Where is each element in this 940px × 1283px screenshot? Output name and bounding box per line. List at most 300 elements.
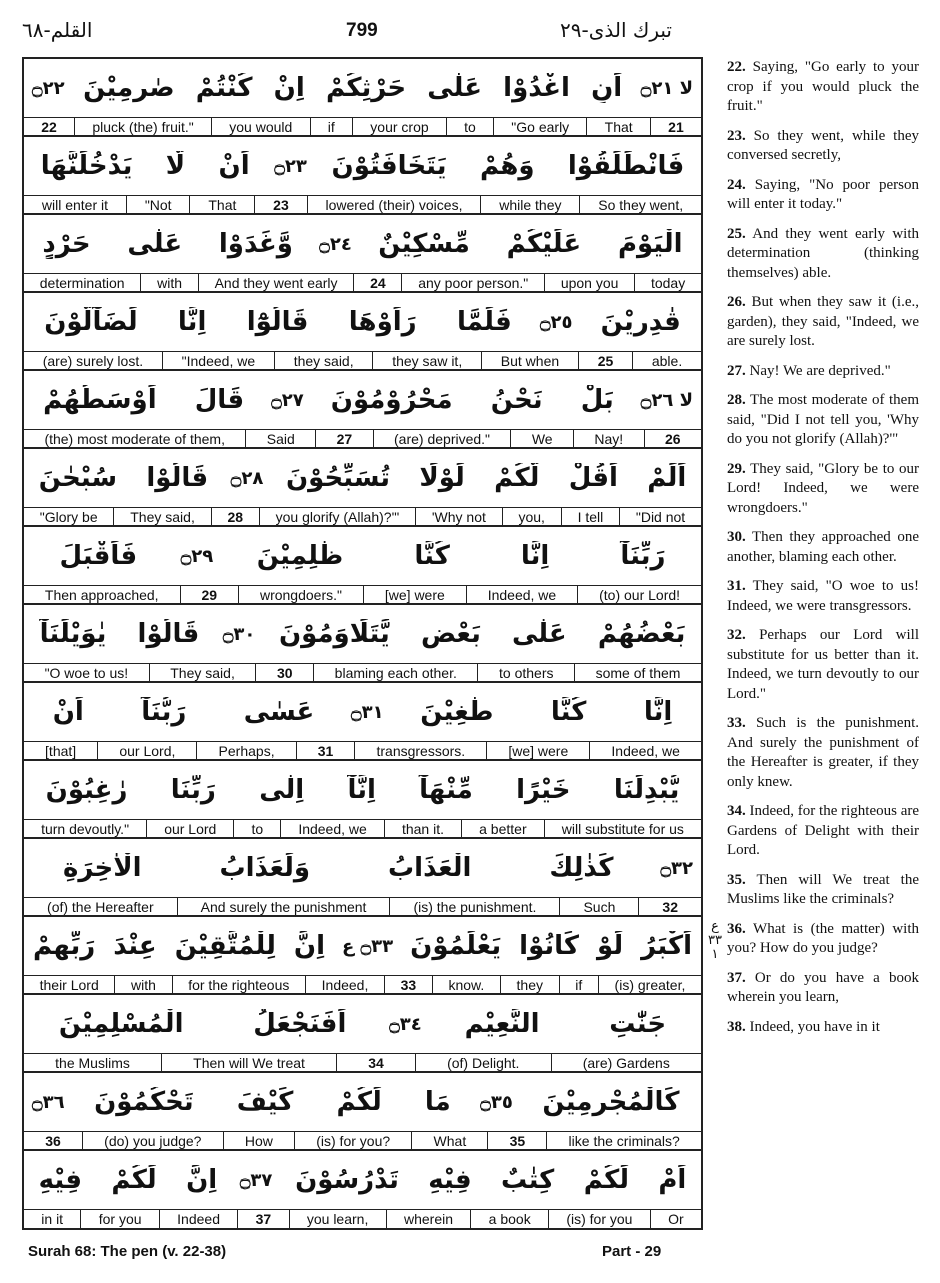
gloss-cell: will substitute for us <box>544 820 701 838</box>
arabic-word: تَحْكُمُوْنَ <box>94 1087 194 1117</box>
gloss-cell: will enter it <box>41 197 109 213</box>
gloss-cell: for the righteous <box>172 976 305 994</box>
verse-end-marker: ۝٣٢ <box>660 857 693 879</box>
gloss-cell: with <box>114 976 171 994</box>
translation-item <box>727 391 919 450</box>
arabic-word: وَهُمْ <box>479 151 535 181</box>
gloss-cell: That <box>586 118 650 136</box>
gloss-cell: Indeed, we <box>280 820 384 838</box>
gloss-cell: Indeed, <box>305 976 384 994</box>
arabic-word: قَالَ <box>194 385 245 415</box>
verse-row <box>24 683 701 761</box>
verse-end-marker: ۝٣١ <box>351 701 384 723</box>
arabic-word: مِّنْهَآ <box>419 775 473 805</box>
verse-end-marker: ۝٢٢ <box>32 77 65 99</box>
header-juz-arabic: تبرك الذى-٢٩ <box>560 18 672 42</box>
arabic-word: عَلٰى <box>427 73 482 103</box>
arabic-word: كَانُوْا <box>519 931 580 961</box>
arabic-word: عِنْدَ <box>113 931 157 961</box>
translation-verse-number: 32. <box>727 627 746 643</box>
verse-row <box>24 527 701 605</box>
gloss-cell: our Lord, <box>97 742 196 760</box>
arabic-word: كُنَّا <box>550 697 587 727</box>
verse-row <box>24 215 701 293</box>
gloss-cell: We <box>510 430 573 448</box>
translation-text: Indeed, you have in it <box>749 1018 880 1035</box>
translation-item <box>727 969 919 1008</box>
verse-row <box>24 605 701 683</box>
arabic-word: نَحْنُ <box>490 385 543 415</box>
arabic-word: لَّا <box>165 151 186 181</box>
gloss-cell: Indeed <box>159 1210 237 1228</box>
arabic-word: اِنَّا <box>643 697 673 727</box>
arabic-word: فَلَمَّا <box>456 307 512 337</box>
arabic-word: اَكْبَرُ <box>641 931 692 961</box>
verse-end-marker: ۝٣٣ ع <box>342 935 394 957</box>
arabic-word: كَالْمُجْرِمِيْنَ <box>542 1087 680 1117</box>
translation-text: Such is the punishment. And surely the punishment of the Hereafter is greater, if they only knew. <box>727 715 920 790</box>
verse-end-marker: ۝٢٨ <box>230 467 264 489</box>
gloss-cell: Then will We treat <box>161 1054 336 1072</box>
gloss-cell: That <box>189 196 254 214</box>
arabic-word: اِنَّا <box>177 307 207 337</box>
gloss-cell: And they went early <box>198 274 354 292</box>
gloss-cell: (do) you judge? <box>82 1132 223 1150</box>
arabic-word: يٰوَيْلَنَآ <box>39 619 107 649</box>
verse-end-marker: ۝٣٤ <box>389 1013 422 1035</box>
translation-column <box>727 58 919 1047</box>
translation-verse-number: 35. <box>727 871 746 888</box>
arabic-word: اِنَّآ <box>347 775 376 805</box>
arabic-word: لَكُمْ <box>583 1165 629 1195</box>
verse-end-marker: ۝٢٣ <box>274 155 307 177</box>
arabic-word: اَنْ <box>218 151 250 181</box>
translation-verse-number: 34. <box>727 803 746 819</box>
gloss-cell: they saw it, <box>372 352 481 370</box>
page-number: 799 <box>346 20 378 41</box>
arabic-word: فَانْطَلَقُوْا <box>567 151 685 181</box>
word-by-word-grid <box>22 57 703 1230</box>
gloss-line <box>24 819 701 838</box>
translation-verse-number: 26. <box>727 294 746 310</box>
arabic-word: عَلٰى <box>512 619 567 649</box>
arabic-word: وَّغَدَوْا <box>218 229 293 259</box>
arabic-word: رَبِّنَا <box>170 775 216 805</box>
ruku-marker: ع ٣٣ ١ <box>708 919 722 962</box>
gloss-verse-number: 34 <box>336 1054 415 1072</box>
translation-item <box>727 714 919 792</box>
arabic-word: خَيْرًا <box>516 775 571 805</box>
gloss-line <box>24 117 701 136</box>
gloss-cell: than it. <box>384 820 461 838</box>
arabic-line <box>24 293 701 351</box>
arabic-line <box>24 59 701 117</box>
gloss-cell: to others <box>477 664 574 682</box>
arabic-line <box>24 1073 701 1131</box>
gloss-cell: if <box>559 976 598 994</box>
arabic-word: اِنَّا <box>520 541 550 571</box>
translation-text: Saying, "No poor person will enter it today." <box>727 176 920 212</box>
translation-verse-number: 31. <box>727 578 746 594</box>
gloss-line <box>24 1209 701 1228</box>
translation-text: So they went, while they conversed secretly, <box>727 127 919 163</box>
gloss-cell: any poor person." <box>401 274 544 292</box>
verse-end-marker: ۝٣٠ <box>222 623 256 645</box>
gloss-cell: "Did not <box>619 508 701 526</box>
gloss-cell: while they <box>480 196 579 214</box>
arabic-word: اِنَّ <box>293 931 326 961</box>
gloss-cell: (the) most moderate of them, <box>44 431 225 447</box>
arabic-word: اِنَّ <box>186 1165 218 1195</box>
gloss-cell: [we] were <box>486 742 589 760</box>
arabic-word: اَنِ <box>591 73 623 103</box>
translation-text: What is (the matter) with you? How do you judge? <box>727 920 919 956</box>
arabic-line <box>24 449 701 507</box>
translation-text: They said, "O woe to us! Indeed, we were transgressors. <box>727 578 919 614</box>
gloss-cell: (are) surely lost. <box>42 353 144 369</box>
arabic-line <box>24 137 701 195</box>
gloss-cell: pluck (the) fruit." <box>74 118 211 136</box>
gloss-cell: How <box>223 1132 294 1150</box>
arabic-word: سُبْحٰنَ <box>38 463 118 493</box>
translation-text: Perhaps our Lord will substitute for us better than it. Indeed, we turn devoutly to our Lord." <box>727 627 920 702</box>
gloss-cell: able. <box>632 352 701 370</box>
verse-row <box>24 59 701 137</box>
translation-verse-number: 23. <box>727 127 746 144</box>
gloss-cell: "Not <box>126 196 190 214</box>
translation-text: Then will We treat the Muslims like the criminals? <box>727 871 919 907</box>
gloss-cell: a book <box>470 1210 548 1228</box>
gloss-cell: if <box>310 118 352 136</box>
gloss-cell: in it <box>41 1211 64 1227</box>
gloss-verse-number: 22 <box>41 119 57 135</box>
gloss-line <box>24 585 701 604</box>
translation-item <box>727 225 919 284</box>
gloss-cell: (are) deprived." <box>373 430 511 448</box>
arabic-line <box>24 917 701 975</box>
verse-row <box>24 1073 701 1151</box>
gloss-cell: today <box>634 274 701 292</box>
gloss-cell: Indeed, we <box>589 742 701 760</box>
gloss-line <box>24 273 701 292</box>
translation-item <box>727 871 919 910</box>
translation-text: Or do you have a book wherein you learn, <box>727 969 919 1005</box>
gloss-cell: with <box>140 274 197 292</box>
verse-row <box>24 995 701 1073</box>
arabic-word: اِنْ <box>273 73 305 103</box>
arabic-word: يَّتَلَاوَمُوْنَ <box>278 619 390 649</box>
arabic-word: بَعْضٍ <box>420 619 481 649</box>
gloss-cell: to <box>233 820 280 838</box>
arabic-word: كُنَّا <box>414 541 450 571</box>
gloss-verse-number: 30 <box>255 664 313 682</box>
arabic-word: فَاَقْبَلَ <box>59 541 138 571</box>
gloss-line <box>24 351 701 370</box>
arabic-word: حَرْدٍ <box>42 229 91 259</box>
verse-end-marker: ۝٣٥ <box>480 1091 513 1113</box>
arabic-word: صٰرِمِيْنَ <box>83 73 175 103</box>
gloss-cell: you glorify (Allah)?'" <box>259 508 415 526</box>
arabic-word: وَلَعَذَابُ <box>219 853 311 883</box>
translation-verse-number: 25. <box>727 225 746 242</box>
gloss-cell: Or <box>650 1210 701 1228</box>
verse-row <box>24 293 701 371</box>
arabic-word: اَفَنَجْعَلُ <box>253 1009 347 1039</box>
arabic-word: بَلْ <box>580 385 614 415</box>
gloss-cell: (is) for you <box>548 1210 650 1228</box>
footer-part-label: Part - 29 <box>602 1243 662 1260</box>
verse-row <box>24 917 701 995</box>
gloss-verse-number: 25 <box>578 352 632 370</box>
gloss-cell: [that] <box>45 743 77 759</box>
header-surah-arabic: القلم-٦٨ <box>22 18 93 42</box>
gloss-verse-number: 24 <box>353 274 401 292</box>
translation-item <box>727 1018 919 1038</box>
gloss-line <box>24 1053 701 1072</box>
gloss-cell: your crop <box>352 118 446 136</box>
verse-end-marker: ۝٢٤ <box>319 233 352 255</box>
translation-verse-number: 24. <box>727 176 746 193</box>
arabic-line <box>24 527 701 585</box>
gloss-verse-number: 32 <box>638 898 701 916</box>
translation-item <box>727 362 919 382</box>
gloss-verse-number: 29 <box>180 586 238 604</box>
arabic-word: يُّبْدِلَنَا <box>613 775 680 805</box>
verse-row <box>24 1151 701 1229</box>
gloss-cell: they said, <box>274 352 373 370</box>
arabic-line <box>24 839 701 897</box>
arabic-word: لِلْمُتَّقِيْنَ <box>174 931 276 961</box>
gloss-cell: (of) Delight. <box>415 1054 551 1072</box>
translation-text: Then they approached one another, blaming each other. <box>727 529 919 565</box>
arabic-word: الْاٰخِرَةِ <box>62 853 142 883</box>
arabic-word: يَعْلَمُوْنَ <box>410 931 502 961</box>
gloss-verse-number: 27 <box>315 430 372 448</box>
arabic-line <box>24 683 701 741</box>
arabic-word: رَبُّنَآ <box>141 697 187 727</box>
arabic-word: كَذٰلِكَ <box>549 853 614 883</box>
arabic-word: عَسٰى <box>243 697 315 727</box>
translation-verse-number: 33. <box>727 715 746 731</box>
arabic-line <box>24 215 701 273</box>
translation-verse-number: 37. <box>727 969 746 986</box>
arabic-line <box>24 371 701 429</box>
arabic-line <box>24 761 701 819</box>
verse-end-marker: ۝٢٧ <box>271 389 304 411</box>
translation-text: Saying, "Go early to your crop if you would pluck the fruit." <box>727 59 920 114</box>
gloss-cell: you learn, <box>289 1210 386 1228</box>
arabic-word: تُسَبِّحُوْنَ <box>285 463 391 493</box>
verse-row <box>24 371 701 449</box>
arabic-word: قَالُوْٓا <box>246 307 309 337</box>
gloss-cell: Such <box>559 898 638 916</box>
translation-item <box>727 626 919 704</box>
gloss-verse-number: 21 <box>650 118 701 136</box>
arabic-word: قٰدِرِيْنَ <box>600 307 681 337</box>
gloss-cell: What <box>411 1132 487 1150</box>
gloss-cell: (to) our Lord! <box>577 586 701 604</box>
translation-item <box>727 577 919 616</box>
arabic-word: كِتٰبٌ <box>501 1165 555 1195</box>
translation-verse-number: 29. <box>727 460 746 477</box>
translation-item <box>727 802 919 861</box>
arabic-word: عَلَيْكُمْ <box>506 229 582 259</box>
verse-row <box>24 839 701 917</box>
gloss-cell: I tell <box>561 508 619 526</box>
gloss-cell: So they went, <box>579 196 701 214</box>
arabic-word: قَالُوْا <box>137 619 200 649</box>
gloss-cell: And surely the punishment <box>177 898 390 916</box>
gloss-cell: for you <box>80 1210 158 1228</box>
arabic-word: اَوْسَطُهُمْ <box>43 385 157 415</box>
gloss-cell: "Glory be <box>39 509 98 525</box>
gloss-cell: (are) Gardens <box>551 1054 701 1072</box>
translation-item <box>727 460 919 519</box>
arabic-word: قَالُوْا <box>146 463 209 493</box>
gloss-cell: 'Why not <box>415 508 502 526</box>
verse-end-marker: ۝٣٦ <box>32 1091 65 1113</box>
gloss-line <box>24 429 701 448</box>
arabic-word: فِيْهِ <box>38 1165 83 1195</box>
gloss-verse-number: 35 <box>487 1132 546 1150</box>
gloss-line <box>24 663 701 682</box>
verse-row <box>24 761 701 839</box>
translation-verse-number: 28. <box>727 392 746 408</box>
gloss-cell: a better <box>461 820 544 838</box>
gloss-cell: Then approached, <box>44 587 159 603</box>
arabic-word: تَدْرُسُوْنَ <box>295 1165 399 1195</box>
footer-surah-label: Surah 68: The pen (v. 22-38) <box>28 1243 227 1260</box>
translation-verse-number: 22. <box>727 59 746 75</box>
gloss-cell: But when <box>481 352 578 370</box>
translation-text: But when they saw it (i.e., garden), they said, "Indeed, we are surely lost. <box>727 294 919 349</box>
gloss-cell: (is) for you? <box>294 1132 411 1150</box>
arabic-word: جَنّٰتِ <box>609 1009 667 1039</box>
gloss-verse-number: 31 <box>296 742 355 760</box>
gloss-line <box>24 897 701 916</box>
translation-text: The most moderate of them said, "Did I not tell you, 'Why do you not glorify (Allah)?'" <box>727 392 919 447</box>
arabic-word: لَوْلَا <box>419 463 465 493</box>
arabic-line <box>24 605 701 663</box>
arabic-word: مَا <box>424 1087 451 1117</box>
gloss-line <box>24 195 701 214</box>
arabic-word: كَيْفَ <box>236 1087 294 1117</box>
gloss-cell: Nay! <box>573 430 644 448</box>
translation-verse-number: 27. <box>727 362 746 379</box>
gloss-cell: you would <box>211 118 310 136</box>
gloss-cell: some of them <box>574 664 701 682</box>
gloss-cell: Indeed, we <box>466 586 577 604</box>
gloss-verse-number: 36 <box>45 1133 61 1149</box>
arabic-word: طٰغِيْنَ <box>420 697 494 727</box>
arabic-word: حَرْثِكُمْ <box>325 73 407 103</box>
gloss-line <box>24 975 701 994</box>
arabic-word: بَعْضُهُمْ <box>597 619 686 649</box>
verse-row <box>24 449 701 527</box>
arabic-word: رَبِّهِمْ <box>32 931 96 961</box>
gloss-cell: turn devoutly." <box>41 821 130 837</box>
arabic-word: يَدْخُلَنَّهَا <box>40 151 133 181</box>
gloss-cell: "Indeed, we <box>162 352 274 370</box>
arabic-word: مِّسْكِيْنٌ <box>378 229 470 259</box>
gloss-cell: blaming each other. <box>313 664 477 682</box>
arabic-word: اِلٰى <box>259 775 305 805</box>
verse-end-marker: لا ۝٢١ <box>640 77 693 99</box>
gloss-cell: determination <box>39 275 125 291</box>
translation-text: And they went early with determination (thinking themselves) able. <box>727 225 919 281</box>
arabic-word: رٰغِبُوْنَ <box>45 775 128 805</box>
arabic-word: اغْدُوْا <box>503 73 570 103</box>
gloss-cell: They said, <box>149 664 256 682</box>
gloss-cell: the Muslims <box>55 1055 130 1071</box>
gloss-line <box>24 741 701 760</box>
gloss-cell: (is) the punishment. <box>389 898 559 916</box>
arabic-word: يَتَخَافَتُوْنَ <box>331 151 447 181</box>
arabic-word: اَنْ <box>52 697 84 727</box>
gloss-cell: (is) greater, <box>598 976 701 994</box>
verse-end-marker: لا ۝٢٦ <box>640 389 693 411</box>
arabic-word: لَضَآلُّوْنَ <box>44 307 138 337</box>
gloss-cell: lowered (their) voices, <box>307 196 481 214</box>
gloss-verse-number: 33 <box>384 976 432 994</box>
translation-item <box>727 293 919 352</box>
gloss-verse-number: 23 <box>254 196 306 214</box>
gloss-cell: know. <box>432 976 500 994</box>
gloss-verse-number: 37 <box>237 1210 288 1228</box>
translation-item <box>727 176 919 215</box>
arabic-word: الْمُسْلِمِيْنَ <box>58 1009 184 1039</box>
arabic-word: لَوْ <box>597 931 624 961</box>
gloss-cell: like the criminals? <box>546 1132 701 1150</box>
arabic-word: اَمْ <box>658 1165 687 1195</box>
arabic-line <box>24 995 701 1053</box>
gloss-cell: Said <box>245 430 315 448</box>
gloss-line <box>24 1131 701 1150</box>
translation-item <box>727 528 919 567</box>
gloss-cell: wherein <box>386 1210 471 1228</box>
gloss-cell: They said, <box>113 508 210 526</box>
gloss-verse-number: 28 <box>211 508 259 526</box>
translation-item <box>727 127 919 166</box>
gloss-cell: upon you <box>544 274 634 292</box>
gloss-line <box>24 507 701 526</box>
translation-text: Nay! We are deprived." <box>749 362 891 379</box>
gloss-cell: [we] were <box>363 586 466 604</box>
arabic-word: لَّكُمْ <box>494 463 540 493</box>
translation-verse-number: 30. <box>727 529 746 545</box>
verse-end-marker: ۝٢٩ <box>180 545 214 567</box>
gloss-cell: they <box>500 976 559 994</box>
translation-verse-number: 38. <box>727 1018 746 1035</box>
gloss-cell: transgressors. <box>354 742 486 760</box>
arabic-word: الْعَذَابُ <box>388 853 472 883</box>
arabic-word: رَبِّنَآ <box>620 541 666 571</box>
gloss-cell: Perhaps, <box>196 742 295 760</box>
translation-verse-number: 36. <box>727 920 746 937</box>
verse-row <box>24 137 701 215</box>
gloss-cell: our Lord <box>146 820 233 838</box>
arabic-line <box>24 1151 701 1209</box>
arabic-word: مَحْرُوْمُوْنَ <box>330 385 453 415</box>
translation-text: Indeed, for the righteous are Gardens of Delight with their Lord. <box>727 803 920 858</box>
arabic-word: كُنْتُمْ <box>195 73 253 103</box>
arabic-word: اَلَمْ <box>647 463 687 493</box>
gloss-cell: (of) the Hereafter <box>47 899 154 915</box>
gloss-verse-number: 26 <box>644 430 701 448</box>
gloss-cell: "Go early <box>493 118 586 136</box>
arabic-word: رَاَوْهَا <box>348 307 417 337</box>
gloss-cell: wrongdoers." <box>238 586 363 604</box>
